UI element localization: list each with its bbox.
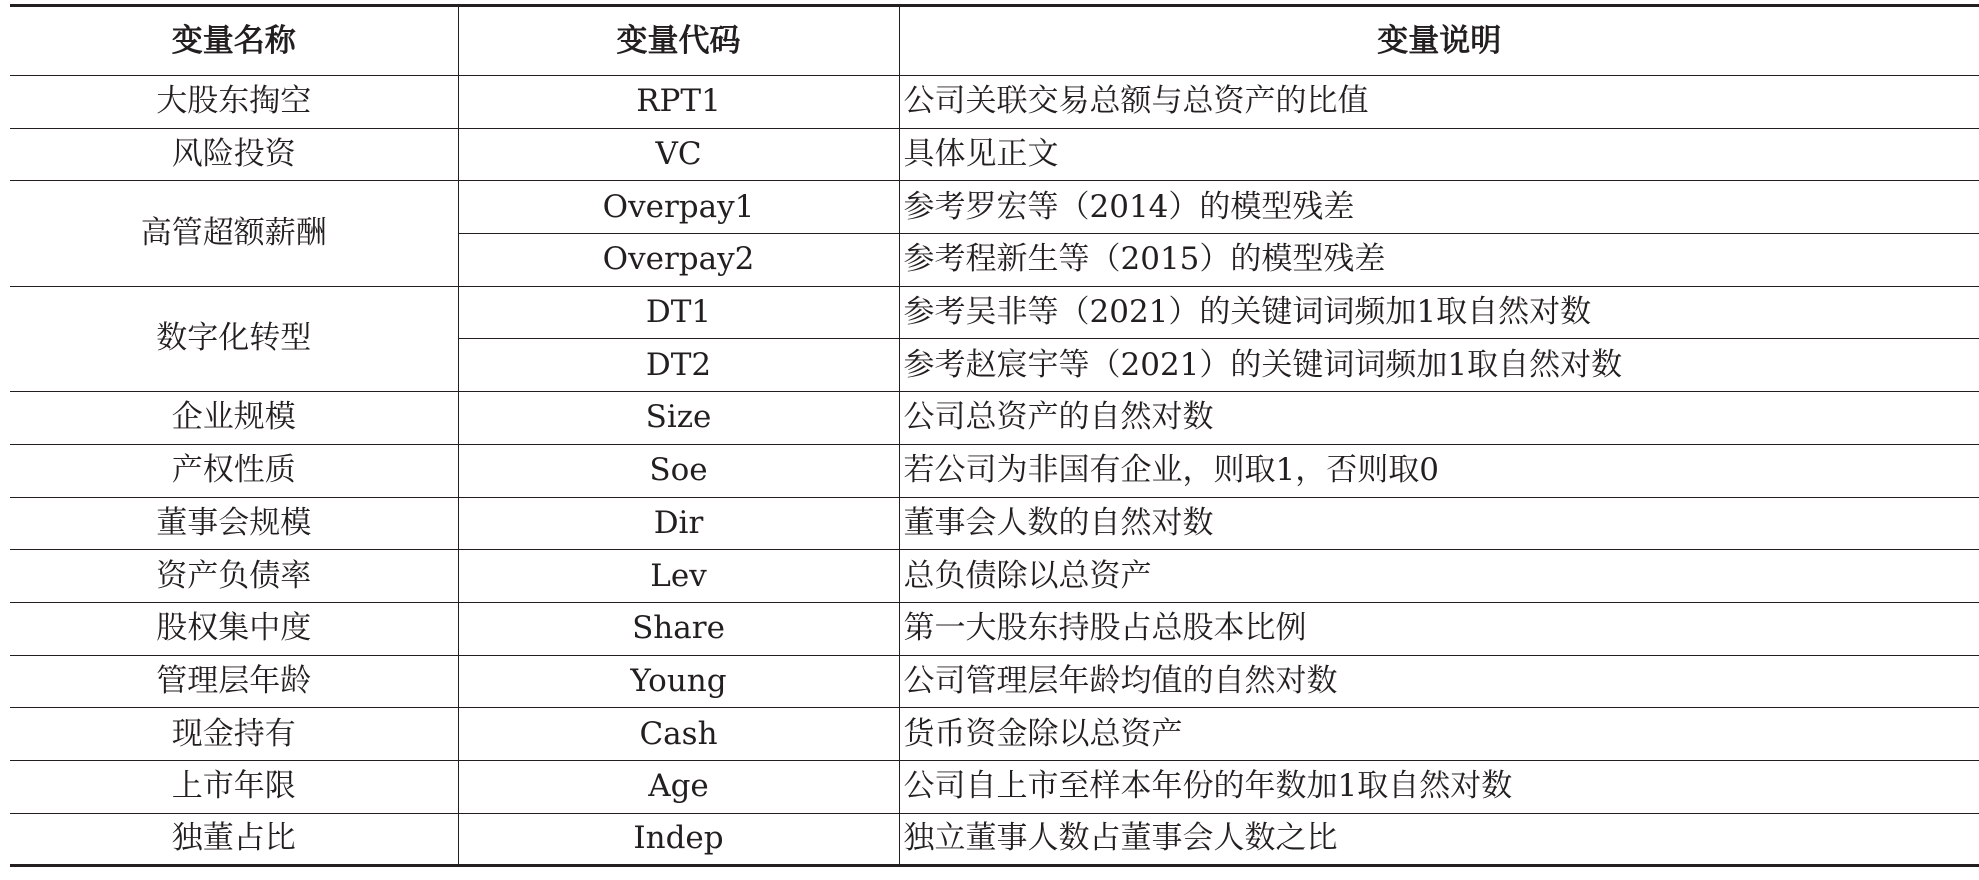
table-row [10, 708, 1979, 761]
table-body [10, 76, 1979, 866]
table-row [10, 760, 1979, 813]
table-row [10, 444, 1979, 497]
variable-name-cell: 风险投资 [10, 128, 458, 181]
variable-name-cell: 独董占比 [10, 813, 458, 866]
variable-code-cell: Overpay2 [458, 234, 899, 287]
variable-code-cell: VC [458, 128, 899, 181]
variable-description-cell: 独立董事人数占董事会人数之比 [899, 813, 1979, 866]
variable-name-cell: 现金持有 [10, 708, 458, 761]
variable-code-cell: RPT1 [458, 76, 899, 129]
variable-code-cell: Cash [458, 708, 899, 761]
variable-name-cell: 大股东掏空 [10, 76, 458, 129]
variable-code-cell: Young [458, 655, 899, 708]
variable-definition-table [10, 4, 1979, 867]
variable-code-cell: Overpay1 [458, 181, 899, 234]
variable-code-cell: DT2 [458, 339, 899, 392]
header-row [10, 6, 1979, 76]
table-row [10, 181, 1979, 234]
variable-code-cell: Soe [458, 444, 899, 497]
variable-code-cell: Age [458, 760, 899, 813]
table-row [10, 128, 1979, 181]
header-variable-name: 变量名称 [10, 6, 458, 76]
variable-code-cell: Size [458, 392, 899, 445]
variable-code-cell: Lev [458, 550, 899, 603]
variable-description-cell: 第一大股东持股占总股本比例 [899, 602, 1979, 655]
table-row [10, 602, 1979, 655]
variable-description-cell: 参考吴非等（2021）的关键词词频加1取自然对数 [899, 286, 1979, 339]
table-row [10, 550, 1979, 603]
variable-name-cell: 高管超额薪酬 [10, 181, 458, 286]
variable-description-cell: 董事会人数的自然对数 [899, 497, 1979, 550]
variable-description-cell: 参考赵宸宇等（2021）的关键词词频加1取自然对数 [899, 339, 1979, 392]
table-row [10, 813, 1979, 866]
table-row [10, 392, 1979, 445]
variable-name-cell: 产权性质 [10, 444, 458, 497]
variable-name-cell: 资产负债率 [10, 550, 458, 603]
variable-description-cell: 公司关联交易总额与总资产的比值 [899, 76, 1979, 129]
variable-description-cell: 公司管理层年龄均值的自然对数 [899, 655, 1979, 708]
variable-description-cell: 参考程新生等（2015）的模型残差 [899, 234, 1979, 287]
variable-description-cell: 公司自上市至样本年份的年数加1取自然对数 [899, 760, 1979, 813]
variable-description-cell: 参考罗宏等（2014）的模型残差 [899, 181, 1979, 234]
table-header [10, 6, 1979, 76]
variable-name-cell: 管理层年龄 [10, 655, 458, 708]
variable-description-cell: 货币资金除以总资产 [899, 708, 1979, 761]
variable-name-cell: 股权集中度 [10, 602, 458, 655]
header-variable-description: 变量说明 [899, 6, 1979, 76]
variable-code-cell: Indep [458, 813, 899, 866]
variable-name-cell: 数字化转型 [10, 286, 458, 391]
table-row [10, 497, 1979, 550]
variable-code-cell: DT1 [458, 286, 899, 339]
table-row [10, 76, 1979, 129]
table-row [10, 655, 1979, 708]
variable-description-cell: 若公司为非国有企业，则取1，否则取0 [899, 444, 1979, 497]
variable-name-cell: 董事会规模 [10, 497, 458, 550]
variable-description-cell: 总负债除以总资产 [899, 550, 1979, 603]
variable-name-cell: 企业规模 [10, 392, 458, 445]
header-variable-code: 变量代码 [458, 6, 899, 76]
variable-description-cell: 公司总资产的自然对数 [899, 392, 1979, 445]
variable-code-cell: Dir [458, 497, 899, 550]
table-row [10, 286, 1979, 339]
variable-code-cell: Share [458, 602, 899, 655]
variable-description-cell: 具体见正文 [899, 128, 1979, 181]
variable-name-cell: 上市年限 [10, 760, 458, 813]
